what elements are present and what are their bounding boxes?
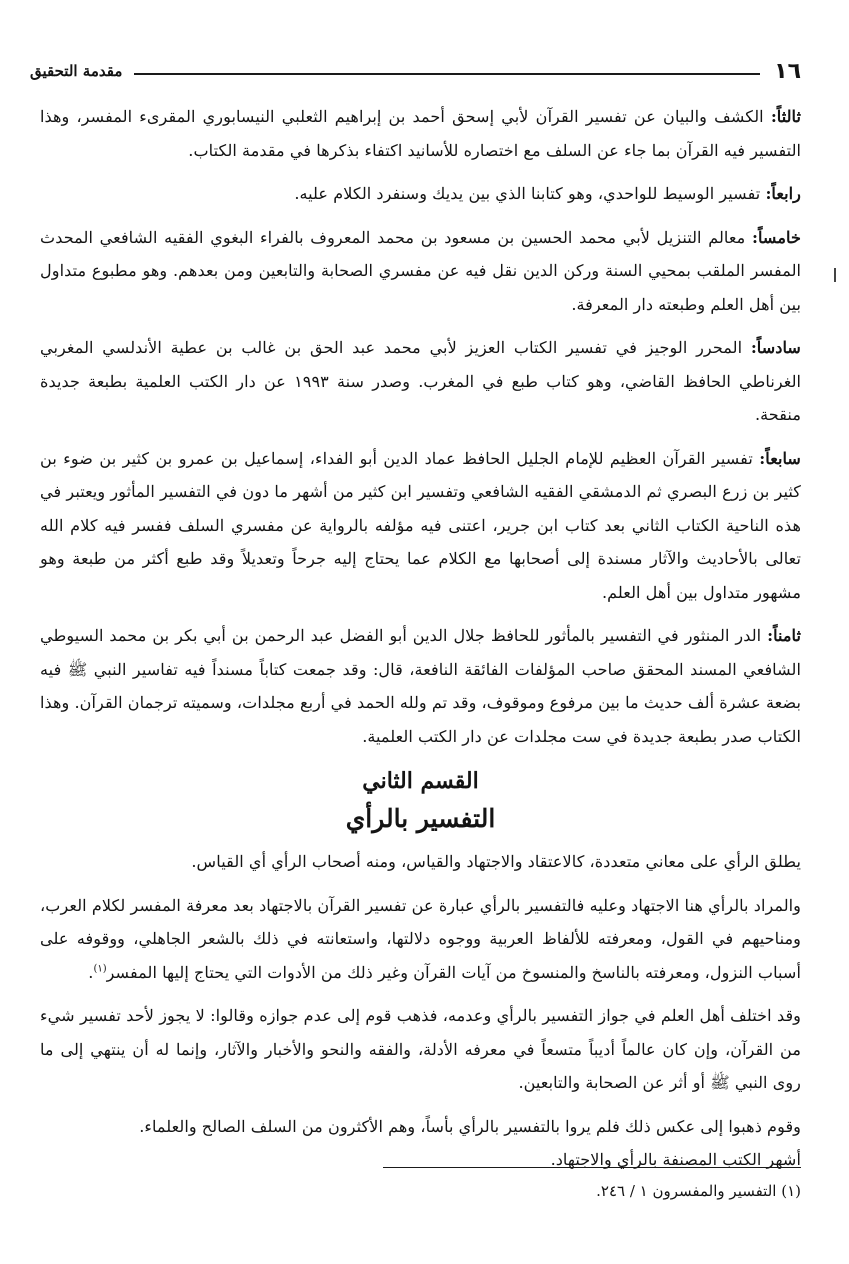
entry-lead: خامساً: bbox=[752, 227, 801, 247]
entry-text: معالم التنزيل لأبي محمد الحسين بن مسعود بن محمد المعروف بالفراء البغوي الفقيه الشافعي المحدث المفسر الملقب بمحيي السنة وركن الدين نقل فيه عن مفسري الصحابة والتابعين ومن بعدهم. وهو مطبوع متداول بين أهل العلم وطبعته دار المعرفة. bbox=[40, 227, 801, 314]
footnote-rule bbox=[383, 1167, 801, 1168]
entry-paragraph bbox=[40, 100, 801, 167]
body-paragraph: وقوم ذهبوا إلى عكس ذلك فلم يروا بالتفسير بالرأي بأساً، وهم الأكثرون من السلف الصالح والعلماء. bbox=[139, 1116, 801, 1136]
header-rule bbox=[134, 73, 760, 75]
body-paragraph: أشهر الكتب المصنفة بالرأي والاجتهاد. bbox=[550, 1150, 801, 1169]
footnote-marker[interactable]: (١) bbox=[93, 963, 107, 975]
entry-paragraph bbox=[40, 331, 801, 432]
entry-lead: سادساً: bbox=[750, 338, 801, 357]
section-title: القسم الثاني bbox=[362, 768, 479, 794]
entry-text: المحرر الوجيز في تفسير الكتاب العزيز لأبي محمد عبد الحق بن غالب بن عطية الأندلسي المغربي الغرناطي الحافظ القاضي، وهو كتاب طبع في المغرب. وصدر سنة ١٩٩٣ عن دار الكتب العلمية بطبعة جديدة منقحة. bbox=[40, 338, 801, 424]
entry-lead: ثالثاً: bbox=[770, 107, 801, 126]
entry-text: الدر المنثور في التفسير بالمأثور للحافظ جلال الدين أبو الفضل عبد الرحمن بن أبي بكر بن محمد السيوطي الشافعي المسند المحقق صاحب المؤلفات الفائقة النافعة، قال: وقد جمعت كتاباً مسنداً فيه تفاسير النبي ﷺ فيه بضعة عشرة ألف حديث ما بين مرفوع وموقوف، وقد تم ولله الحمد في أربع مجلدات، وسميته ترجمان القرآن. وهذا الكتاب صدر بطبعة جديدة في ست مجلدات عن دار الكتب العلمية. bbox=[40, 626, 801, 746]
entry-lead: سابعاً: bbox=[759, 448, 801, 468]
entry-text: تفسير القرآن العظيم للإمام الجليل الحافظ عماد الدين أبو الفداء، إسماعيل بن عمرو بن كثير بن ضوء بن كثير بن زرع البصري ثم الدمشقي الفقيه الشافعي وتفسير ابن كثير من أشهر ما دون في التفسير المأثور ويعتبر في هذه الناحية الكتاب الثاني بعد كتاب ابن جرير، اعتنى فيه مؤلفه بالرواية عن مفسري السلف ففسر فيه كلام الله تعالى بالأحاديث والآثار مسندة إلى أصحابها مع الكلام عما يحتاج إليه جرحاً وتعديلاً وقد طبع أكثر من طبعة وهو مشهور متداول بين أهل العلم. bbox=[40, 448, 801, 602]
entry-paragraph bbox=[40, 177, 801, 211]
entry-lead: ثامناً: bbox=[767, 626, 801, 645]
paragraph-text: والمراد بالرأي هنا الاجتهاد وعليه فالتفسير بالرأي عبارة عن تفسير القرآن بالاجتهاد بعد معرفة المفسر لكلام العرب، ومناحيهم في القول، ومعرفته للألفاظ العربية ووجوه دلالتها، واستعانته في ذلك بالشعر الجاهلي، ووقوفه على أسباب النزول، ومعرفته بالناسخ والمنسوخ من آيات القرآن وغير ذلك من الأدوات التي يحتاج إليها المفسر bbox=[40, 895, 801, 982]
main-text bbox=[40, 100, 801, 1187]
entry-paragraph bbox=[40, 221, 801, 322]
entry-text: تفسير الوسيط للواحدي، وهو كتابنا الذي بين يديك وسنفرد الكلام عليه. bbox=[294, 184, 761, 203]
page-number: ١٦ bbox=[774, 58, 801, 84]
body-paragraph: يطلق الرأي على معاني متعددة، كالاعتقاد والاجتهاد والقياس، ومنه أصحاب الرأي أي القياس. bbox=[191, 852, 801, 871]
entry-paragraph bbox=[40, 442, 801, 610]
entry-lead: رابعاً: bbox=[765, 184, 801, 203]
body-paragraph: وقد اختلف أهل العلم في جواز التفسير بالرأي وعدمه، فذهب قوم إلى عدم جوازه وقالوا: لا يجوز لأحد تفسير شيء من القرآن، وإن كان عالماً أديباً متسعاً في معرفه الأدلة، والفقه والنحو والأخبار والآثار، وإنما له أن ينتهي إلى ما روى النبي ﷺ أو أثر عن الصحابة والتابعين. bbox=[40, 1006, 801, 1092]
entry-text: الكشف والبيان عن تفسير القرآن لأبي إسحق أحمد بن إبراهيم الثعلبي النيسابوري المقرىء المفسر، وهذا التفسير فيه القرآن بما جاء عن السلف مع اختصاره للأسانيد اكتفاء بذكرها في مقدمة الكتاب. bbox=[40, 107, 801, 160]
margin-mark bbox=[834, 268, 836, 282]
entry-paragraph bbox=[40, 619, 801, 753]
paragraph-end: . bbox=[88, 962, 94, 982]
running-title: مقدمة التحقيق bbox=[30, 62, 123, 80]
footnote: (١) التفسير والمفسرون ١ / ٢٤٦. bbox=[596, 1182, 801, 1200]
section-subtitle: التفسير بالرأي bbox=[345, 804, 496, 833]
page-header bbox=[30, 56, 801, 86]
body-paragraph bbox=[40, 889, 801, 990]
